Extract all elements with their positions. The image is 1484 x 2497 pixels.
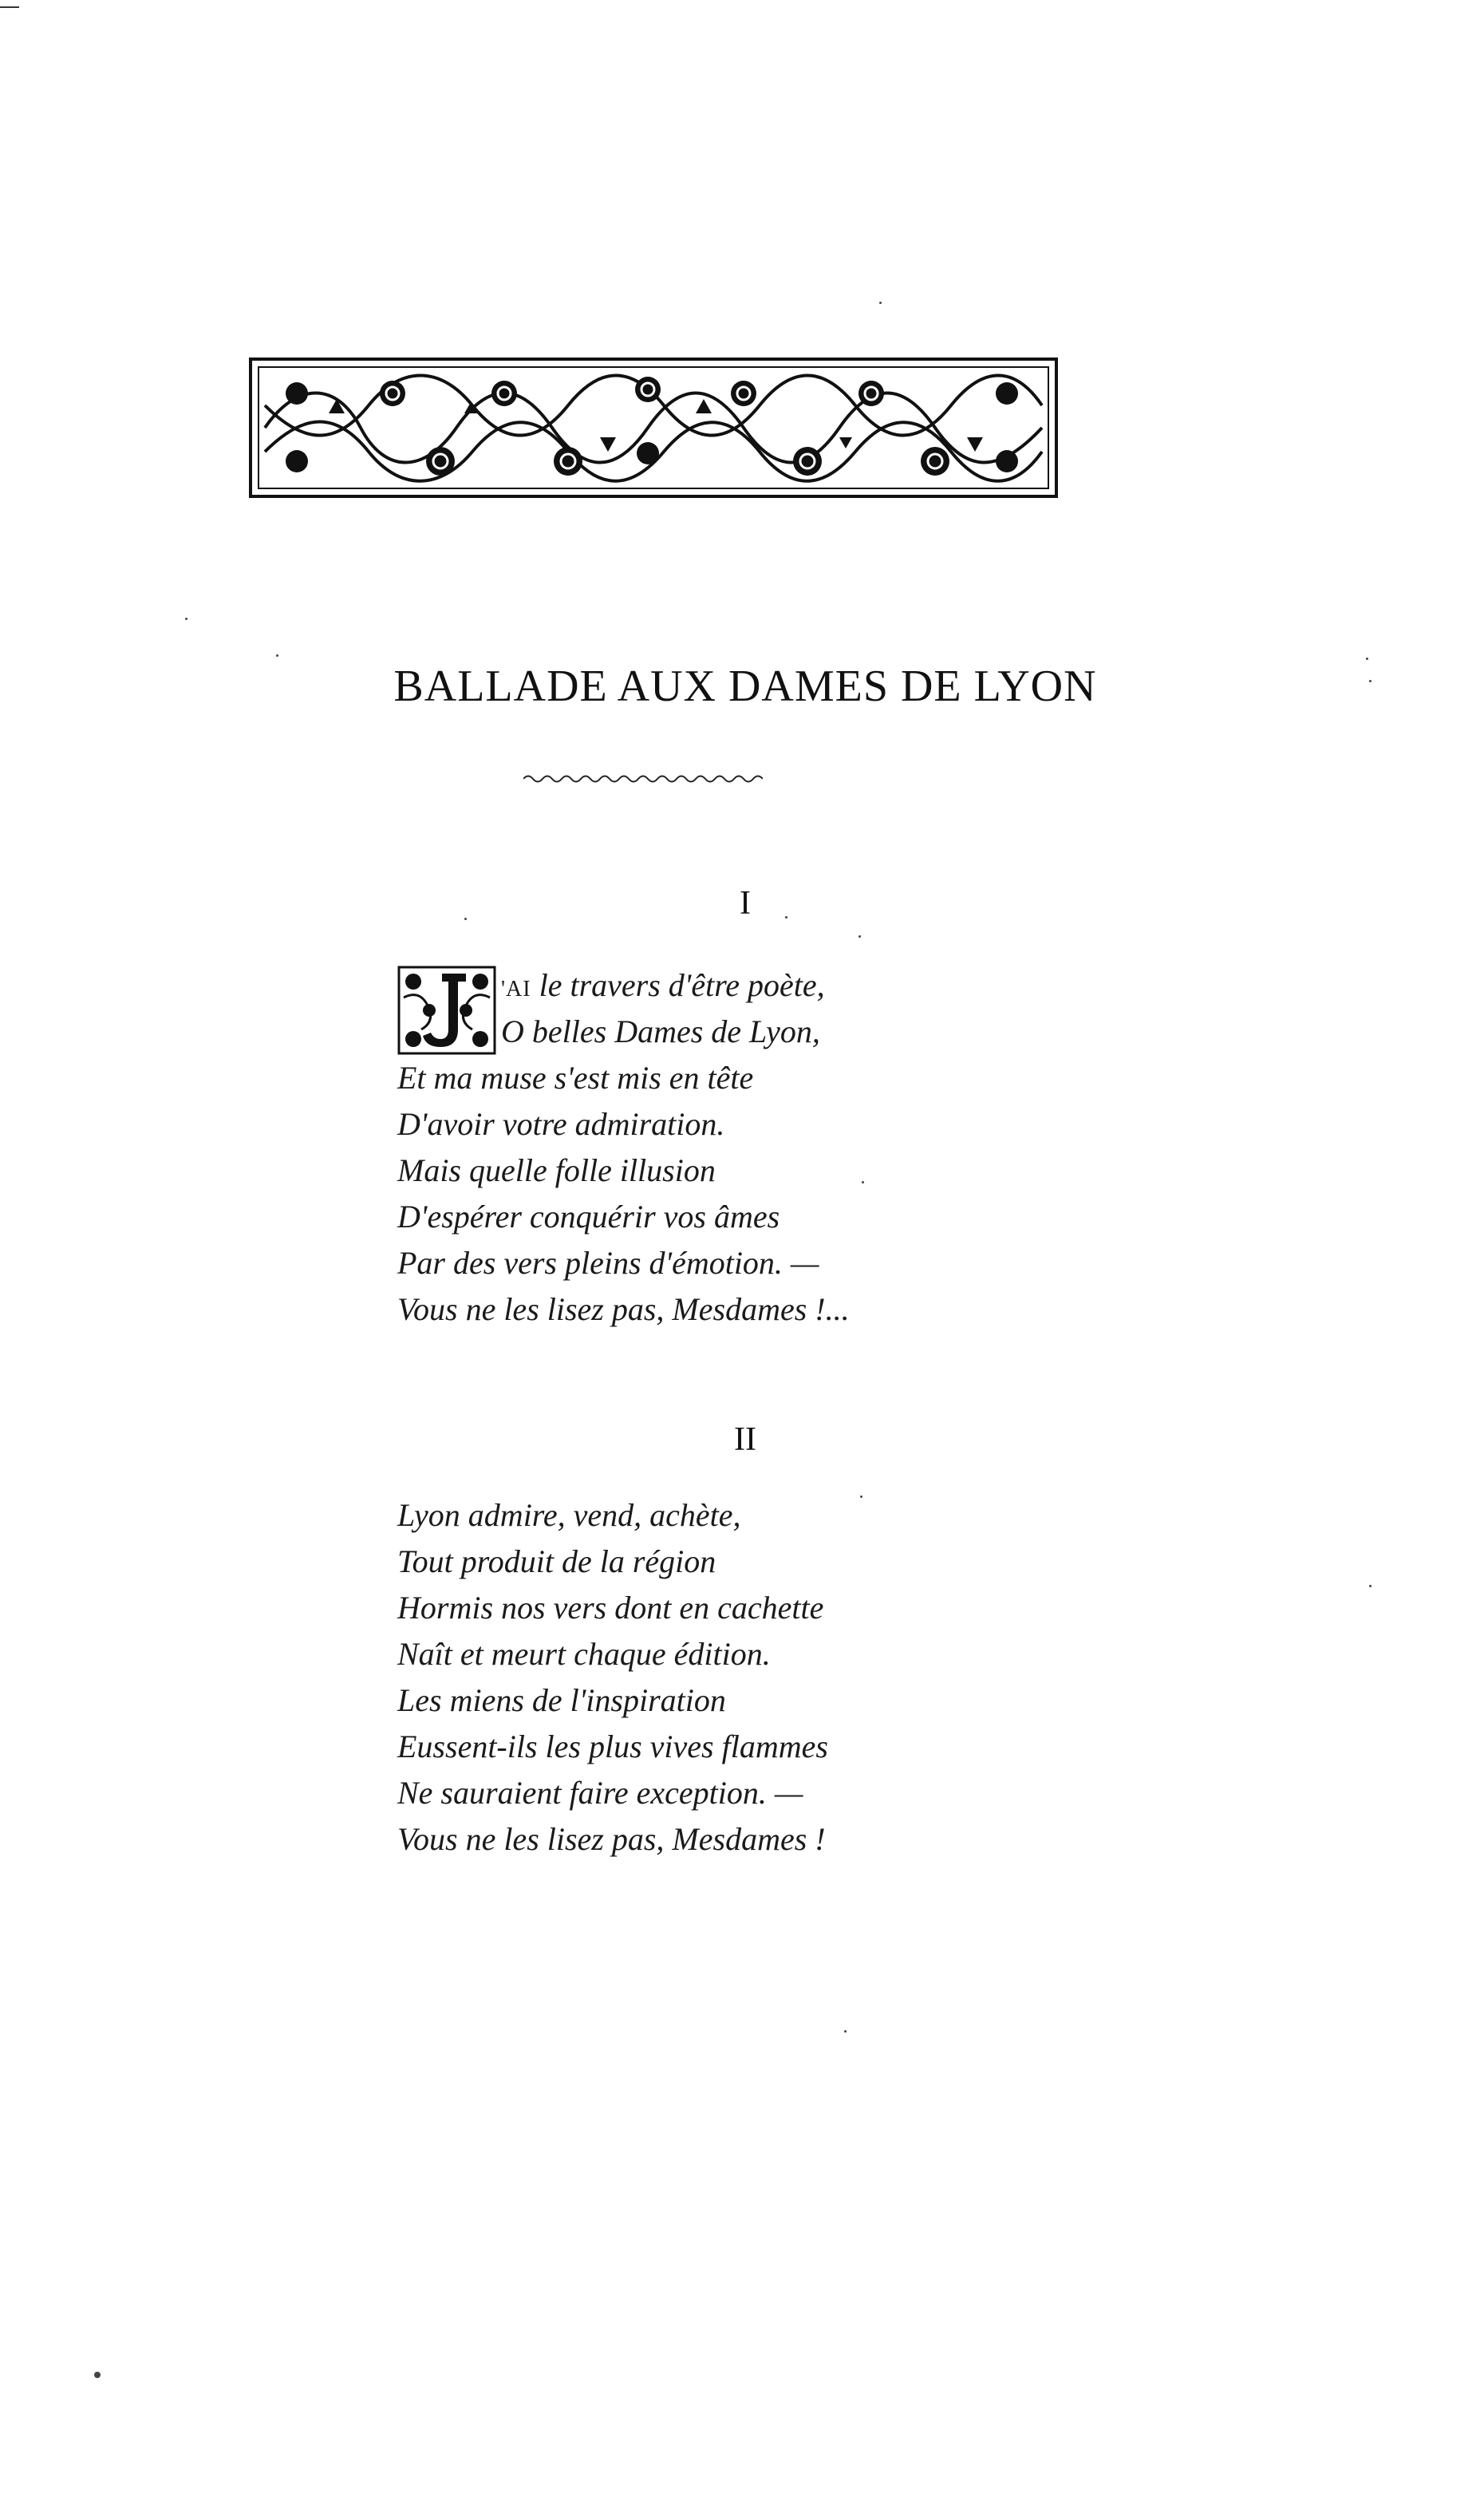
verse-line: Vous ne les lisez pas, Mesdames !... (397, 1291, 850, 1327)
ink-speck (860, 1495, 862, 1498)
ink-speck (185, 618, 187, 620)
wavy-divider-ornament (523, 772, 763, 785)
ink-speck (464, 918, 467, 920)
floral-banner-ornament (249, 358, 1058, 498)
first-line-text: le travers d'être poète, (531, 967, 825, 1003)
stanza-2 (397, 1492, 1004, 1863)
verse-line: D'avoir votre admiration. (397, 1106, 725, 1142)
ink-speck (1369, 1585, 1372, 1587)
section-number-1: I (740, 885, 751, 922)
verse-line: Les miens de l'inspiration (397, 1682, 726, 1718)
verse-line: Eussent-ils les plus vives flammes (397, 1729, 828, 1764)
verse-line: D'espérer conquérir vos âmes (397, 1199, 780, 1235)
ink-speck (862, 1181, 864, 1183)
ink-speck (1369, 680, 1372, 682)
verse-line: Hormis nos vers dont en cachette (397, 1590, 824, 1626)
verse-line (397, 962, 1004, 1009)
verse-line: Vous ne les lisez pas, Mesdames ! (397, 1821, 826, 1857)
ink-speck (879, 302, 882, 304)
verse-line: Lyon admire, vend, achète, (397, 1497, 741, 1533)
poem-title: BALLADE AUX DAMES DE LYON (393, 662, 1097, 711)
ink-speck (1366, 658, 1368, 660)
ink-speck (844, 2030, 847, 2033)
verse-line: Ne sauraient faire exception. — (397, 1775, 803, 1811)
verse-line: Et ma muse s'est mis en tête (397, 1060, 754, 1096)
corner-rule (0, 6, 19, 8)
ink-speck (276, 654, 278, 657)
ink-speck (94, 2372, 101, 2378)
ink-speck (858, 935, 861, 938)
first-word-smallcaps: 'AI (501, 977, 531, 1002)
verse-line: Mais quelle folle illusion (397, 1152, 716, 1188)
verse-line: Tout produit de la région (397, 1543, 716, 1579)
verse-line: Par des vers pleins d'émotion. — (397, 1245, 819, 1281)
verse-line: O belles Dames de Lyon, (501, 1013, 820, 1049)
section-number-2: II (734, 1421, 756, 1458)
dropcap-ornament-icon (397, 966, 496, 1055)
ink-speck (785, 916, 787, 919)
stanza-1 (397, 962, 1004, 1333)
verse-line: Naît et meurt chaque édition. (397, 1636, 771, 1672)
